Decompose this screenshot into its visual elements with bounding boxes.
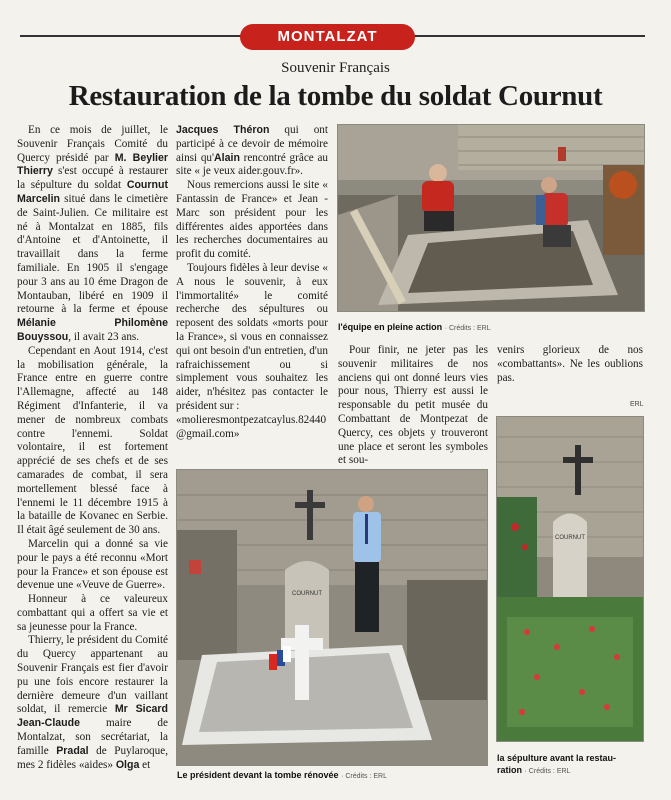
paragraph: Toujours fidèles à leur devise « A nous le souvenir, à eux l'immortalité» le comité recherche des sépultures ou reposent des soldats «morts pour la France», si vous en connaissez qui ont besoin d'un entretien, d'un rafraichissement ou si simplement vous souhaitez les aider, n'hésitez pas contacter le président sur : bbox=[176, 261, 328, 412]
photo-caption: la sépulture avant la restau- ration · Crédits : ERL bbox=[497, 753, 617, 775]
paragraph: Nous remercions aussi le site « Fantassin de France» et Jean - Marc son président pour les différentes aides apportées dans les recherches documentaires au profit du comité. bbox=[176, 179, 328, 261]
photo-credit-label: ERL bbox=[630, 401, 644, 408]
paragraph: Honneur à ce valeureux combattant qui a offert sa vie et sa jeunesse pour la France. bbox=[17, 593, 168, 633]
photo-caption: l'équipe en pleine action · Crédits : ERL bbox=[338, 322, 491, 332]
article-column-3 bbox=[338, 344, 488, 468]
photo-caption: Le président devant la tombe rénovée · Crédits : ERL bbox=[177, 770, 387, 780]
headline: Restauration de la tombe du soldat Cournut bbox=[68, 80, 603, 112]
photo-president-at-grave bbox=[176, 469, 488, 766]
paragraph: En ce mois de juillet, le Souvenir Français Comité du Quercy présidé par M. Beylier Thierry s'est occupé à restaurer la sépulture du soldat Cournut Marcelin situé dans le cimetière de Saint-Julien. Ce militaire est né à Montalzat en 1885, fils d'Antoine et d'Antoinette, il travaillait dans la ferme familiale. En 1905 il s'engage pour 3 ans au 10 éme Dragon de Montauban, libéré en 1909 il retourne à la ferme et épouse Mélanie Philomène Bouyssou, il avait 23 ans. bbox=[17, 124, 169, 343]
paragraph: Jacques Théron qui ont participé à ce devoir de mémoire ainsi qu'Alain rencontré grâce au site « je veux aider.gouv.fr». bbox=[176, 124, 329, 178]
paragraph: Pour finir, ne jeter pas les souvenir militaires de nos anciens qui ont donné leurs vies pour nous, Thierry est aussi le responsable du petit musée du Combattant de Montpezat de Quercy, ces objets y trouveront une place et seront les symboles et sou- bbox=[338, 344, 488, 467]
article-column-2 bbox=[176, 124, 328, 441]
photo-president-at-grave-image bbox=[177, 470, 487, 765]
section-tag: MONTALZAT bbox=[240, 24, 415, 50]
paragraph: Cependant en Aout 1914, c'est la mobilisation générale, la France entre en guerre contre l'Allemagne, affecté au 148 Régiment d'Infanterie, il va mener de nombreux combats contre l'ennemi. Soldat volontaire, il est fortement apprécié de ses chefs et de ses camarades de combat, il sera mortellement blessé face à l'ennemi le 11 décembre 1915 à la bataille de Kovanec en Serbie. Il était âgé seulement de 30 ans. bbox=[17, 344, 168, 537]
article-column-1 bbox=[17, 124, 168, 772]
gravestone-inscription: COURNUT bbox=[292, 591, 322, 597]
paragraph: Thierry, le président du Comité du Quercy appartenant au Souvenir Français est fier d'avoir pu une fois encore restaurer la dernière demeure d'un vaillant soldat, il remercie Mr Sicard Jean-Claude maire de Montalzat, son secrétariat, la famille Pradal de Puylaroque, mes 2 fidèles «aides» Olga et bbox=[17, 634, 169, 771]
photo-grave-before bbox=[496, 416, 644, 742]
gravestone-inscription: COURNUT bbox=[555, 535, 585, 541]
photo-team-at-work bbox=[337, 124, 645, 312]
article-column-4 bbox=[497, 344, 643, 385]
paragraph: Marcelin qui a donné sa vie pour le pays a été reconnu «Mort pour la France» et son épouse est devenue une «Veuve de Guerre». bbox=[17, 537, 168, 592]
kicker: Souvenir Français bbox=[281, 60, 390, 76]
photo-grave-before-image bbox=[497, 417, 643, 741]
photo-team-at-work-image bbox=[338, 125, 644, 311]
paragraph: venirs glorieux de nos «combattants». Ne les oublions pas. bbox=[497, 344, 643, 384]
contact-email[interactable]: «molieresmontpezatcaylus.82440@gmail.com» bbox=[176, 413, 327, 440]
